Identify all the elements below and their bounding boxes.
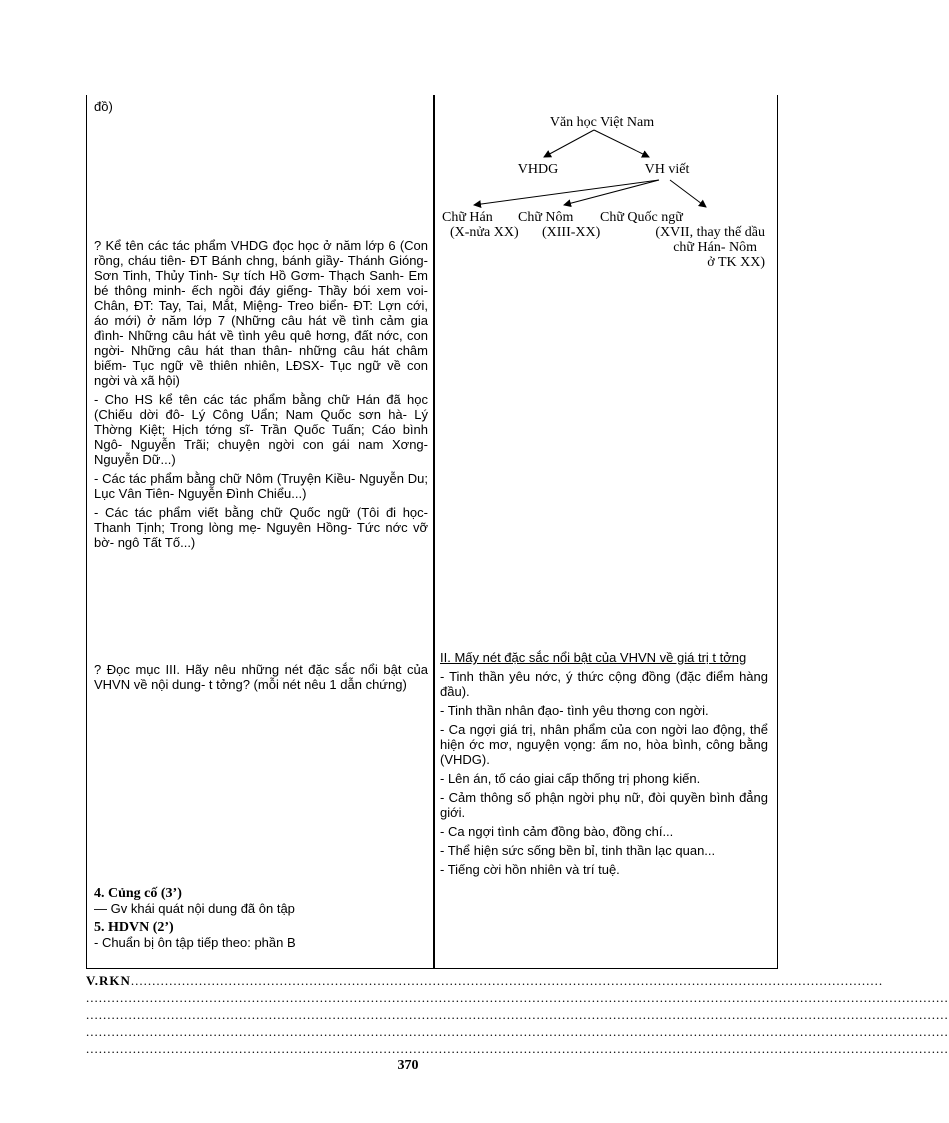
arrow-vhviet-han [474,180,659,205]
quocngu-works: - Các tác phẩm viết bằng chữ Quốc ngữ (Tôi đi học- Thanh Tịnh; Trong lòng mẹ- Nguyên Hồng- Tức nớc vỡ bờ- ngô Tất Tố...) [94,505,428,550]
list-item: - Thể hiện sức sống bền bỉ, tinh thần lạc quan... [440,843,716,858]
literature-tree-diagram [434,100,774,275]
question-features: ? Đọc mục III. Hãy nêu những nét đặc sắc nổi bật của VHVN về nội dung- t tởng? (mỗi nét nêu 1 dẫn chứng) [94,662,428,692]
hdvn-text: - Chuẩn bị ôn tập tiếp theo: phần B [94,935,296,950]
tree-root: Văn học Việt Nam [549,115,655,130]
list-item: - Tiếng cời hồn nhiên và trí tuệ. [440,862,620,877]
tree-qn-period-2: chữ Hán- Nôm [673,240,757,255]
tree-nom: Chữ Nôm [518,210,574,225]
section-title: II. Mấy nét đặc sắc nổi bật của VHVN về giá trị t tởng [440,650,747,665]
rkn-line: ........................................................................................................................................................................................................... [86,1007,949,1022]
nom-works: - Các tác phẩm bằng chữ Nôm (Truyện Kiều- Nguyễn Du; Lục Vân Tiên- Nguyễn Đình Chiểu...) [94,471,428,501]
list-item: - Cảm thông số phận ngời phụ nữ, đòi quyền bình đẳng giới. [440,790,768,820]
tree-nom-period: (XIII-XX) [542,225,601,240]
rkn-line: V.RKN................................................................................................................................................................................. [86,973,884,988]
list-item: - Tinh thần nhân đạo- tình yêu thơng con ngời. [440,703,709,718]
left-content [94,238,428,554]
tree-han: Chữ Hán [442,210,493,225]
arrow-root-vhviet [594,130,649,157]
tree-vhdg: VHDG [517,162,559,177]
tree-qn-period-3: ở TK XX) [707,255,765,270]
hdvn-title: 5. HDVN (2’) [94,920,174,935]
arrow-vhviet-quocngu [670,180,706,207]
question-vhdg: ? Kể tên các tác phẩm VHDG đọc học ở năm lớp 6 (Con rồng, cháu tiên- ĐT Bánh chng, bánh giầy- Thánh Gióng- Sơn Tinh, Thủy Tinh- Sự tích Hồ Gơm- Thạch Sanh- Em bé thông minh- ếch ngồi đáy giếng- Thầy bói xem voi- Chân, ĐT: Tay, Tai, Mắt, Miệng- Treo biển- ĐT: Lợn cới, áo mới) ở năm lớp 7 (Những câu hát về tình cảm gia đình- Những câu hát về tình yêu quê hơng, đất nớc, con ngời- Những câu hát than thân- những câu hát châm biếm- Tục ngữ về thiên nhiên, LĐSX- Tục ngữ về con ngời và xã hội) [94,238,428,388]
tree-vhviet: VH viết [644,162,690,177]
rkn-line: ........................................................................................................................................................................................................... [86,1041,949,1056]
rkn-label: V.RKN [86,973,131,988]
rkn-line: ........................................................................................................................................................................................................... [86,990,949,1005]
tree-quocngu: Chữ Quốc ngữ [600,210,683,225]
han-works: - Cho HS kể tên các tác phẩm bằng chữ Hán đã học (Chiếu dời đô- Lý Công Uẩn; Nam Quốc sơn hà- Lý Thờng Kiệt; Hịch tớng sĩ- Trần Quốc Tuấn; Cáo bình Ngô- Nguyễn Trãi; chuyện ngời con gái nam Xơng- Nguyễn Dữ...) [94,392,428,467]
tree-han-period: (X-nửa XX) [450,225,519,240]
tree-qn-period-1: (XVII, thay thế dầu [655,225,765,240]
list-item: - Ca ngợi tình cảm đồng bào, đồng chí... [440,824,674,839]
arrow-vhviet-nom [564,180,659,205]
rkn-section [86,972,949,1057]
list-item: - Ca ngợi giá trị, nhân phẩm của con ngời lao động, thể hiện ớc mơ, nguyện vọng: ấm no, hòa bình, công bằng (VHDG). [440,722,768,767]
arrow-root-vhdg [544,130,594,157]
left-top-fragment: đồ) [94,99,113,114]
cungco-section [94,886,428,950]
list-item: - Tinh thần yêu nớc, ý thức cộng đồng (đặc điểm hàng đầu). [440,669,768,699]
cungco-title: 4. Củng cố (3’) [94,886,182,901]
right-section [440,650,768,881]
list-item: - Lên án, tố cáo giai cấp thống trị phong kiến. [440,771,701,786]
cungco-text: — Gv khái quát nội dung đã ôn tập [94,901,295,916]
rkn-line: ........................................................................................................................................................................................................... [86,1024,949,1039]
page-number: 370 [397,1058,419,1073]
